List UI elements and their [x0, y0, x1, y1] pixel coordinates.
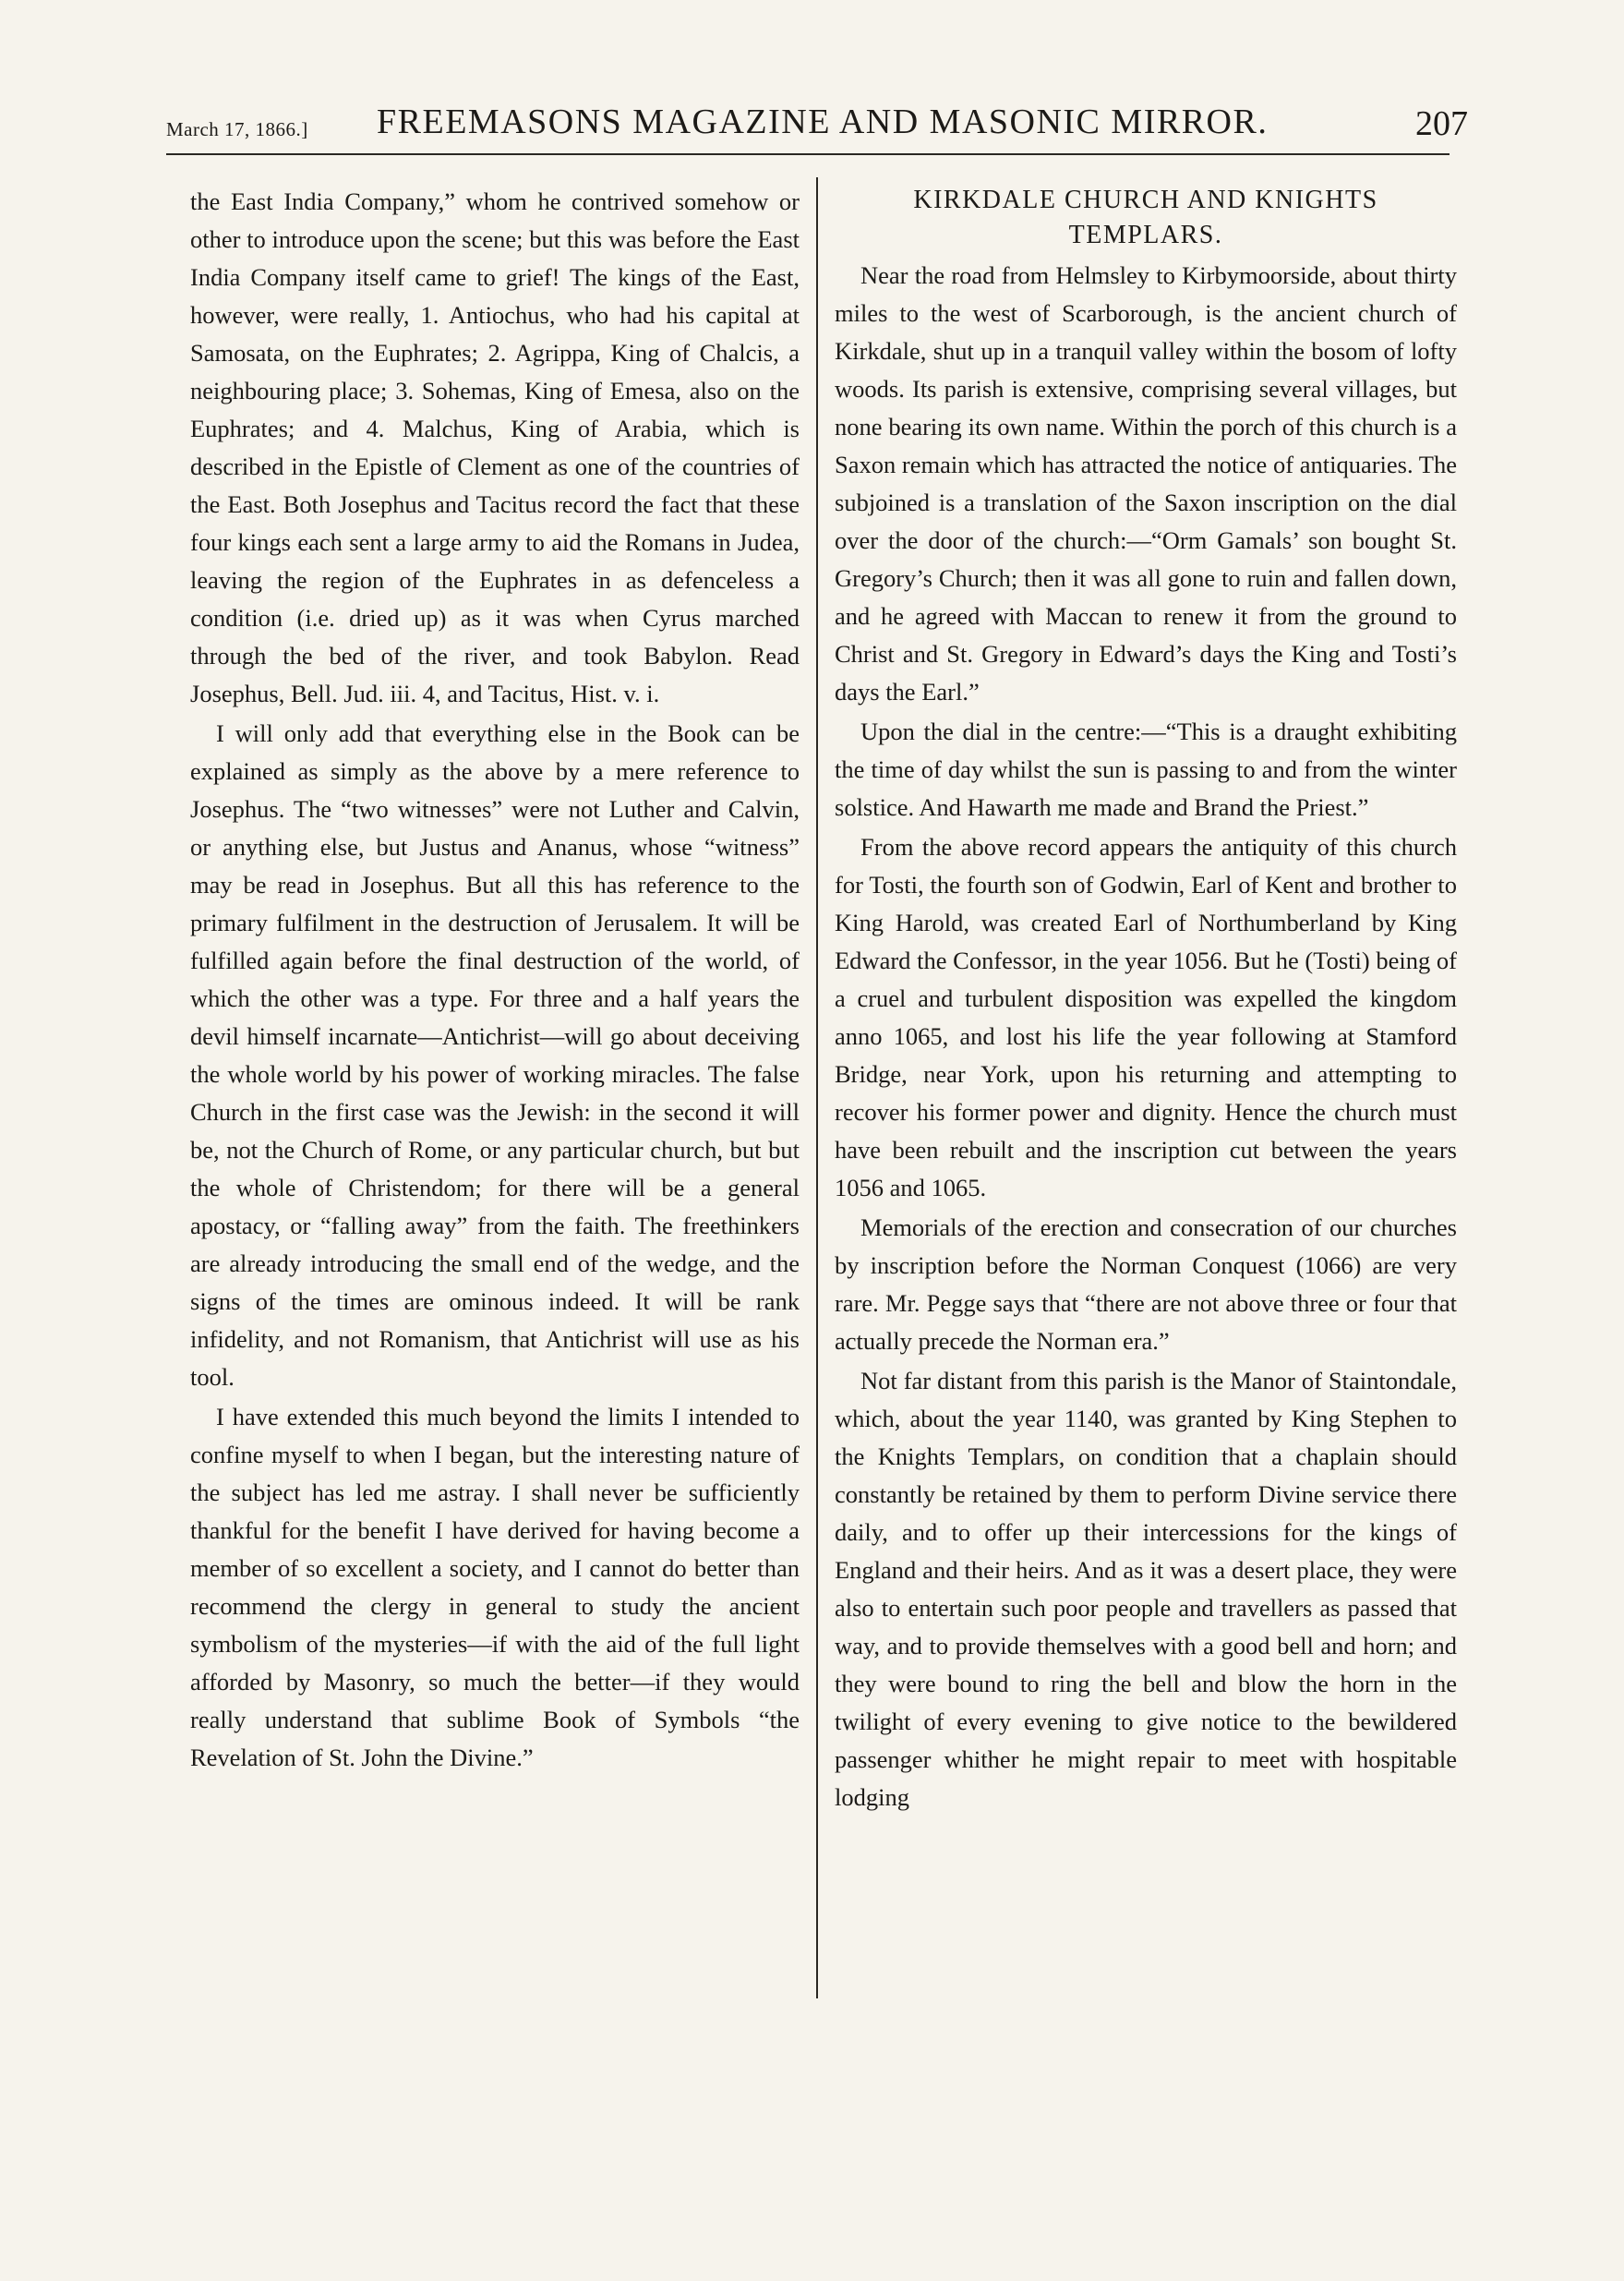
page-header [166, 102, 1468, 166]
right-paragraph-2: Upon the dial in the centre:—“This is a draught exhibiting the time of day whilst the sun is passing to and from the winter solstice. And Hawarth me made and Brand the Priest.” [835, 718, 1457, 821]
left-paragraph-3: I have extended this much beyond the limits I intended to confine myself to when I began, but the interesting nature of the subject has led me astray. I shall never be sufficiently thankful for the benefit I have derived for having become a member of so excellent a society, and I cannot do better than recommend the clergy in general to study the ancient symbolism of the mysteries—if with the aid of the full light afforded by Masonry, so much the better—if they would really understand that sublime Book of Symbols “the Revelation of St. John the Divine.” [190, 1403, 800, 1771]
right-paragraph-4: Memorials of the erection and consecration of our churches by inscription before the Norman Conquest (1066) are very rare. Mr. Pegge says that “there are not above three or four that actually precede the Norman era.” [835, 1213, 1457, 1355]
right-paragraph-3: From the above record appears the antiquity of this church for Tosti, the fourth son of Godwin, Earl of Kent and brother to King Harold, was created Earl of Northumberland by King Edward the Confessor, in the year 1056. But he (Tosti) being of a cruel and turbulent disposition was expelled the kingdom anno 1065, and lost his life the year following at Stamford Bridge, near York, upon his returning and attempting to recover his former power and dignity. Hence the church must have been rebuilt and the inscription cut between the years 1056 and 1065. [835, 833, 1457, 1201]
left-paragraph-1: the East India Company,” whom he contrived somehow or other to introduce upon the scene; but this was before the East India Company itself came to grief! The kings of the East, however, were really, 1. Antiochus, who had his capital at Samosata, on the Euphrates; 2. Agrippa, King of Chalcis, a neighbouring place; 3. Sohemas, King of Emesa, also on the Euphrates; and 4. Malchus, King of Arabia, which is described in the Epistle of Clement as one of the countries of the East. Both Josephus and Tacitus record the fact that these four kings each sent a large army to aid the Romans in Judea, leaving the region of the Euphrates in as defenceless a condition (i.e. dried up) as it was when Cyrus marched through the bed of the river, and took Babylon. Read Josephus, Bell. Jud. iii. 4, and Tacitus, Hist. v. i. [190, 187, 800, 707]
issue-date: March 17, 1866.] [166, 118, 308, 140]
left-paragraph-2: I will only add that everything else in the Book can be explained as simply as the above by a mere reference to Josephus. The “two witnesses” were not Luther and Calvin, or anything else, but Justus and Ananus, whose “witness” may be read in Josephus. But all this has reference to the primary fulfilment in the destruction of Jerusalem. It will be fulfilled again before the final destruction of the world, of which the other was a type. For three and a half years the devil himself incarnate—Antichrist—will go about deceiving the whole world by his power of working miracles. The false Church in the first case was the Jewish: in the second it will be, not the Church of Rome, or any particular church, but but the whole of Christendom; for there will be a general apostacy, or “falling away” from the faith. The freethinkers are already introducing the small end of the wedge, and the signs of the times are ominous indeed. It will be rank infidelity, and not Romanism, that Antichrist will use as his tool. [190, 719, 800, 1391]
header-rule [166, 153, 1450, 155]
article-title: KIRKDALE CHURCH AND KNIGHTS TEMPLARS. [913, 186, 1378, 249]
right-paragraph-1: Near the road from Helmsley to Kirbymoorside, about thirty miles to the west of Scarborough, is the ancient church of Kirkdale, shut up in a tranquil valley within the bosom of lofty woods. Its parish is extensive, comprising several villages, but none bearing its own name. Within the porch of this church is a Saxon remain which has attracted the notice of antiquaries. The subjoined is a translation of the Saxon inscription on the dial over the door of the church:—“Orm Gamals’ son bought St. Gregory’s Church; then it was all gone to ruin and fallen down, and he agreed with Maccan to renew it from the ground to Christ and St. Gregory in Edward’s days the King and Tosti’s days the Earl.” [835, 261, 1457, 706]
right-paragraph-5: Not far distant from this parish is the Manor of Staintondale, which, about the year 1140, was granted by King Stephen to the Knights Templars, on condition that a chaplain should constantly be retained by them to perform Divine service there daily, and to offer up their intercessions for the kings of England and their heirs. And as it was a desert place, they were also to entertain such poor people and travellers as passed that way, and to provide themselves with a good bell and horn; and they were bound to ring the bell and blow the horn in the twilight of every evening to give notice to the bewildered passenger whither he might repair to meet with hospitable lodging [835, 1367, 1457, 1811]
publication-title: FREEMASONS MAGAZINE AND MASONIC MIRROR. [377, 103, 1269, 141]
right-column [835, 183, 1457, 1816]
page-number: 207 [1415, 104, 1468, 143]
column-divider [816, 177, 818, 1998]
left-column [190, 183, 800, 1777]
